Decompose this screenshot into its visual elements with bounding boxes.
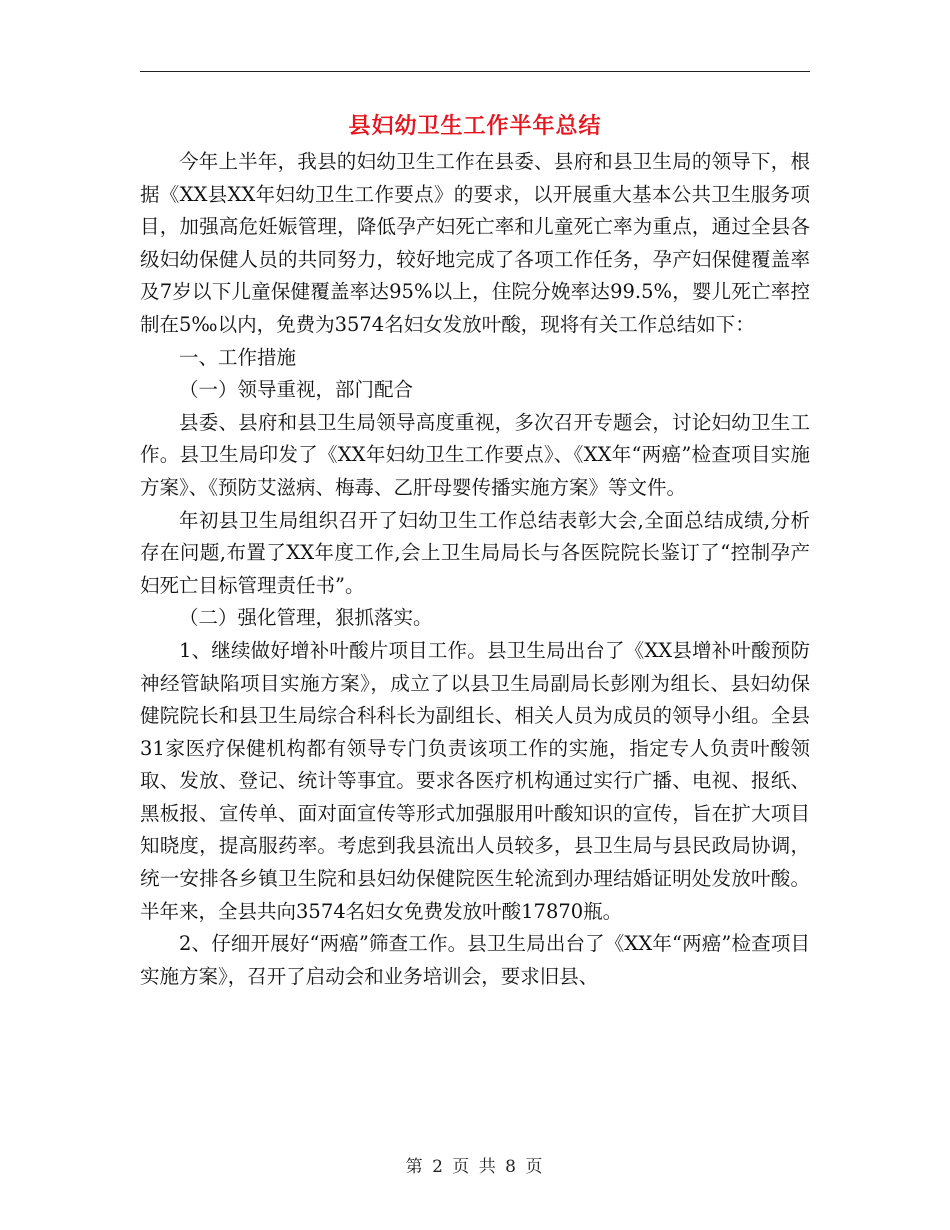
paragraph-conference: 年初县卫生局组织召开了妇幼卫生工作总结表彰大会,全面总结成绩,分析存在问题,布置了XX年度工作,会上卫生局局长与各医院院长鉴订了“控制孕产妇死亡目标管理责任书”。 [140,508,810,597]
paragraph-intro: 今年上半年，我县的妇幼卫生工作在县委、县府和县卫生局的领导下，根据《XX县XX年妇幼卫生工作要点》的要求，以开展重大基本公共卫生服务项目，加强高危妊娠管理，降低孕产妇死亡率和儿童死亡率为重点，通过全县各级妇幼保健人员的共同努力，较好地完成了各项工作任务，孕产妇保健覆盖率及7岁以下儿童保健覆盖率达95%以上，住院分娩率达99.5%，婴儿死亡率控制在5‰以内，免费为3574名妇女发放叶酸，现将有关工作总结如下： [140,150,810,336]
document-body [140,146,810,993]
paragraph-leadership: 县委、县府和县卫生局领导高度重视，多次召开专题会，讨论妇幼卫生工作。县卫生局印发了《XX年妇幼卫生工作要点》、《XX年“两癌”检查项目实施方案》、《预防艾滋病、梅毒、乙肝母婴传播实施方案》等文件。 [140,410,810,499]
header-rule [140,71,810,72]
subsection-heading-leadership: （一）领导重视，部门配合 [179,378,414,402]
subsection-heading-management: （二）强化管理，狠抓落实。 [179,606,433,630]
document-title: 县妇幼卫生工作半年总结 [348,113,602,139]
paragraph-two-cancers: 2、仔细开展好“两癌”筛查工作。县卫生局出台了《XX年“两癌”检查项目实施方案》，召开了启动会和业务培训会，要求旧县、 [140,932,810,988]
section-heading-measures: 一、工作措施 [179,345,297,369]
page-number-footer: 第 2 页 共 8 页 [405,1157,545,1177]
paragraph-folic-acid: 1、继续做好增补叶酸片项目工作。县卫生局出台了《XX县增补叶酸预防神经管缺陷项目实施方案》，成立了以县卫生局副局长彭刚为组长、县妇幼保健院院长和县卫生局综合科科长为副组长、相关人员为成员的领导小组。全县31家医疗保健机构都有领导专门负责该项工作的实施，指定专人负责叶酸领取、发放、登记、统计等事宜。要求各医疗机构通过实行广播、电视、报纸、黑板报、宣传单、面对面宣传等形式加强服用叶酸知识的宣传，旨在扩大项目知晓度，提高服药率。考虑到我县流出人员较多，县卫生局与县民政局协调，统一安排各乡镇卫生院和县妇幼保健院医生轮流到办理结婚证明处发放叶酸。半年来，全县共向3574名妇女免费发放叶酸17870瓶。 [140,638,810,923]
